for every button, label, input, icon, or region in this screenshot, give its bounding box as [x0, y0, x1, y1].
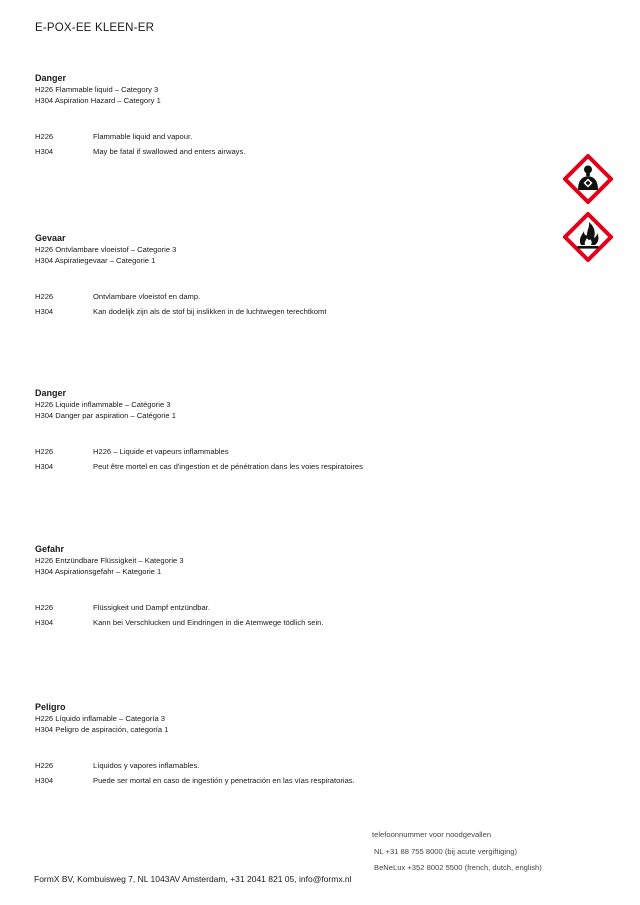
hazard-statement	[35, 290, 575, 305]
hazard-code: H226	[35, 761, 54, 770]
hazard-statement	[35, 616, 575, 631]
classification: H226 Liquide inflammable – Catégorie 3	[35, 400, 171, 409]
emergency-contact	[372, 827, 542, 877]
hazard-code: H304	[35, 461, 54, 471]
emergency-heading: telefoonnummer voor noodgevallen	[372, 830, 492, 839]
hazard-section-en	[35, 72, 575, 159]
company-footer: FormX BV, Kombuisweg 7, NL 1043AV Amsterdam, +31 2041 821 05, info@formx.nl	[34, 874, 352, 884]
hazard-section-es	[35, 701, 575, 788]
classification: H226 Líquido inflamable – Categoría 3	[35, 714, 166, 723]
hazard-statements	[35, 290, 575, 319]
flame-icon	[563, 212, 613, 262]
hazard-code: H226	[35, 132, 54, 141]
hazard-code: H304	[35, 146, 54, 156]
hazard-text: Puede ser mortal en caso de ingestión y penetración en las vías respiratorias.	[93, 775, 355, 785]
hazard-text: Ontvlambare vloeistof en damp.	[93, 292, 201, 301]
hazard-code: H226	[35, 292, 54, 301]
hazard-text: Kann bei Verschlucken und Eindringen in die Atemwege tödlich sein.	[93, 617, 324, 627]
hazard-code: H226	[35, 603, 54, 612]
hazard-code: H304	[35, 306, 54, 316]
hazard-text: H226 – Liquide et vapeurs inflammables	[93, 447, 229, 456]
hazard-text: Kan dodelijk zijn als de stof bij inslikken in de luchtwegen terechtkomt	[93, 306, 327, 316]
health-hazard-icon	[563, 154, 613, 204]
hazard-text: Líquidos y vapores inflamables.	[93, 761, 200, 770]
classification: H304 Aspiratiegevaar – Categorie 1	[35, 256, 156, 265]
signal-word: Gevaar	[35, 233, 66, 243]
hazard-statements	[35, 130, 575, 159]
hazard-statement	[35, 774, 575, 789]
classification: H304 Danger par aspiration – Catégorie 1	[35, 411, 176, 420]
classification: H304 Aspiration Hazard – Category 1	[35, 96, 161, 105]
hazard-statements	[35, 601, 575, 630]
hazard-statement	[35, 460, 575, 475]
hazard-text: May be fatal if swallowed and enters airways.	[93, 146, 246, 156]
signal-word: Danger	[35, 73, 67, 83]
document-title: E-POX-EE KLEEN-ER	[35, 22, 155, 34]
classification: H304 Aspirationsgefahr – Kategorie 1	[35, 567, 162, 576]
hazard-statement	[35, 145, 575, 160]
hazard-section-fr	[35, 387, 575, 474]
hazard-statement	[35, 445, 575, 460]
hazard-section-de	[35, 543, 575, 630]
classification: H226 Flammable liquid – Category 3	[35, 85, 159, 94]
hazard-statement	[35, 601, 575, 616]
hazard-text: Flammable liquid and vapour.	[93, 132, 193, 141]
hazard-text: Peut être mortel en cas d'ingestion et de pénétration dans les voies respiratoires	[93, 461, 363, 471]
classification: H304 Peligro de aspiración, categoría 1	[35, 725, 169, 734]
hazard-code: H226	[35, 447, 54, 456]
hazard-statement	[35, 130, 575, 145]
hazard-statement	[35, 305, 575, 320]
hazard-statements	[35, 445, 575, 474]
hazard-statements	[35, 759, 575, 788]
hazard-text: Flüssigkeit und Dampf entzündbar.	[93, 603, 210, 612]
signal-word: Gefahr	[35, 544, 65, 554]
hazard-section-nl	[35, 232, 575, 319]
classification: H226 Entzündbare Flüssigkeit – Kategorie 3	[35, 556, 184, 565]
hazard-statement	[35, 759, 575, 774]
hazard-code: H304	[35, 775, 54, 785]
hazard-code: H304	[35, 617, 54, 627]
classification: H226 Ontvlambare vloeistof – Categorie 3	[35, 245, 177, 254]
emergency-phone-benelux: BeNeLux +352 8002 5500 (french, dutch, english)	[374, 863, 542, 872]
signal-word: Peligro	[35, 702, 66, 712]
emergency-phone-nl: NL +31 88 755 8000 (bij acute vergiftiging)	[374, 846, 518, 856]
signal-word: Danger	[35, 388, 67, 398]
